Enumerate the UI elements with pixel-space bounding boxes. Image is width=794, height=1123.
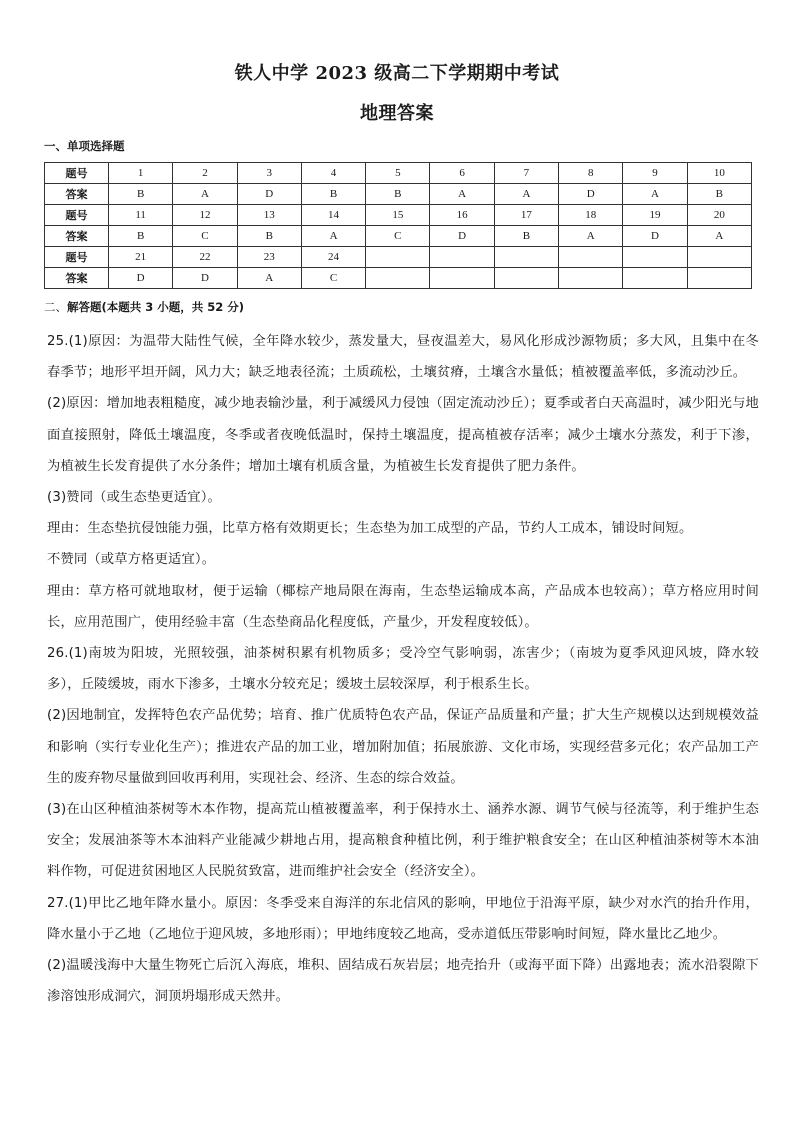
- question-number-row: [45, 247, 752, 268]
- table-cell: 24: [301, 247, 365, 268]
- section-answer-questions-title: [44, 299, 244, 315]
- table-cell: 18: [559, 205, 623, 226]
- answer-paragraph: 27.(1)甲比乙地年降水量小。原因：冬季受来自海洋的东北信风的影响，甲地位于沿海平原，缺少对水汽的抬升作用，降水量小于乙地（乙地位于迎风坡，多地形雨）；甲地纬度较乙地高，受赤道低压带影响时间短，降水量比乙地少。: [47, 895, 759, 942]
- table-cell: [366, 268, 430, 289]
- table-cell: B: [109, 184, 173, 205]
- table-cell: 16: [430, 205, 494, 226]
- table-cell: [494, 247, 558, 268]
- table-cell: D: [623, 226, 687, 247]
- answer-row: [45, 184, 752, 205]
- table-cell: [559, 268, 623, 289]
- answer-table: [44, 162, 752, 289]
- answer-paragraph: (3)在山区种植油茶树等木本作物，提高荒山植被覆盖率，利于保持水土、涵养水源、调节气候与径流等，利于维护生态安全；发展油茶等木本油料产业能减少耕地占用，提高粮食种植比例，利于维护粮食安全；在山区种植油茶树等木本油料作物，可促进贫困地区人民脱贫致富，进而维护社会安全（经济安全）。: [47, 802, 759, 880]
- table-cell: 7: [494, 163, 558, 184]
- table-cell: 19: [623, 205, 687, 226]
- row-header-cell: 题号: [45, 163, 109, 184]
- table-cell: A: [687, 226, 751, 247]
- answer-paragraph: 25.(1)原因：为温带大陆性气候，全年降水较少，蒸发量大，昼夜温差大，易风化形成沙源物质；多大风，且集中在冬春季节；地形平坦开阔，风力大；缺乏地表径流；土质疏松，土壤贫瘠，土壤含水量低；植被覆盖率低，多流动沙丘。: [47, 334, 759, 381]
- table-cell: [687, 268, 751, 289]
- table-cell: 11: [109, 205, 173, 226]
- row-header-cell: 答案: [45, 184, 109, 205]
- table-cell: [430, 247, 494, 268]
- table-cell: 15: [366, 205, 430, 226]
- row-header-cell: 题号: [45, 247, 109, 268]
- table-cell: C: [301, 268, 365, 289]
- answer-paragraph: 不赞同（或草方格更适宜）。: [47, 552, 216, 568]
- table-cell: D: [237, 184, 301, 205]
- table-cell: B: [237, 226, 301, 247]
- table-cell: 12: [173, 205, 237, 226]
- table-cell: 13: [237, 205, 301, 226]
- table-cell: A: [173, 184, 237, 205]
- table-cell: 9: [623, 163, 687, 184]
- table-cell: A: [623, 184, 687, 205]
- table-cell: [559, 247, 623, 268]
- table-cell: 17: [494, 205, 558, 226]
- answer-body: [47, 326, 759, 1012]
- table-cell: [687, 247, 751, 268]
- table-cell: [366, 247, 430, 268]
- row-header-cell: 题号: [45, 205, 109, 226]
- table-cell: B: [494, 226, 558, 247]
- table-cell: 2: [173, 163, 237, 184]
- table-cell: A: [430, 184, 494, 205]
- table-cell: 14: [301, 205, 365, 226]
- table-cell: D: [559, 184, 623, 205]
- answer-paragraph: (2)因地制宜，发挥特色农产品优势；培育、推广优质特色农产品，保证产品质量和产量；扩大生产规模以达到规模效益和影响（实行专业化生产）；推进农产品的加工业，增加附加值；拓展旅游、文化市场，实现经营多元化；农产品加工产生的废弃物尽量做到回收再利用，实现社会、经济、生态的综合效益。: [47, 708, 759, 786]
- table-cell: 1: [109, 163, 173, 184]
- table-cell: 21: [109, 247, 173, 268]
- table-cell: [623, 247, 687, 268]
- table-cell: 10: [687, 163, 751, 184]
- table-cell: 4: [301, 163, 365, 184]
- table-cell: [494, 268, 558, 289]
- question-number-row: [45, 205, 752, 226]
- table-cell: D: [109, 268, 173, 289]
- table-cell: A: [494, 184, 558, 205]
- table-cell: C: [366, 226, 430, 247]
- table-cell: D: [430, 226, 494, 247]
- row-header-cell: 答案: [45, 268, 109, 289]
- table-cell: 20: [687, 205, 751, 226]
- exam-subtitle: 地理答案: [360, 103, 434, 124]
- answer-paragraph: 理由：生态垫抗侵蚀能力强，比草方格有效期更长；生态垫为加工成型的产品，节约人工成本，铺设时间短。: [47, 521, 693, 537]
- table-cell: B: [366, 184, 430, 205]
- answer-row: [45, 226, 752, 247]
- table-cell: A: [237, 268, 301, 289]
- answer-row: [45, 268, 752, 289]
- section2-prefix: 二、: [44, 300, 67, 314]
- table-cell: 8: [559, 163, 623, 184]
- table-cell: [623, 268, 687, 289]
- section-single-choice-title: 一、单项选择题: [44, 139, 125, 153]
- table-cell: 5: [366, 163, 430, 184]
- answer-paragraph: (3)赞同（或生态垫更适宜）。: [47, 490, 221, 506]
- table-cell: A: [559, 226, 623, 247]
- exam-title: 铁人中学 2023 级高二下学期期中考试: [234, 63, 560, 84]
- table-cell: B: [301, 184, 365, 205]
- table-cell: A: [301, 226, 365, 247]
- table-cell: B: [687, 184, 751, 205]
- table-cell: 3: [237, 163, 301, 184]
- answer-paragraph: 理由：草方格可就地取材，便于运输（椰棕产地局限在海南，生态垫运输成本高，产品成本也较高）；草方格应用时间长，应用范围广，使用经验丰富（生态垫商品化程度低，产量少，开发程度较低）。: [47, 583, 759, 630]
- answer-paragraph: (2)温暖浅海中大量生物死亡后沉入海底，堆积、固结成石灰岩层；地壳抬升（或海平面下降）出露地表；流水沿裂隙下渗溶蚀形成洞穴，洞顶坍塌形成天然井。: [47, 958, 759, 1005]
- table-cell: [430, 268, 494, 289]
- answer-paragraph: 26.(1)南坡为阳坡，光照较强，油茶树积累有机物质多；受冷空气影响弱，冻害少；（南坡为夏季风迎风坡，降水较多），丘陵缓坡，雨水下渗多，土壤水分较充足；缓坡土层较深厚，利于根系生长。: [47, 646, 759, 693]
- table-cell: B: [109, 226, 173, 247]
- section2-title: 解答题(本题共 3 小题，共 52 分): [67, 300, 245, 314]
- question-number-row: [45, 163, 752, 184]
- table-cell: 23: [237, 247, 301, 268]
- row-header-cell: 答案: [45, 226, 109, 247]
- table-cell: 6: [430, 163, 494, 184]
- table-cell: C: [173, 226, 237, 247]
- table-cell: 22: [173, 247, 237, 268]
- table-cell: D: [173, 268, 237, 289]
- answer-paragraph: (2)原因：增加地表粗糙度，减少地表输沙量，利于减缓风力侵蚀（固定流动沙丘）；夏季或者白天高温时，减少阳光与地面直接照射，降低土壤温度，冬季或者夜晚低温时，保持土壤温度，提高植被存活率；减少土壤水分蒸发，利于下渗，为植被生长发育提供了水分条件；增加土壤有机质含量，为植被生长发育提供了肥力条件。: [47, 396, 759, 474]
